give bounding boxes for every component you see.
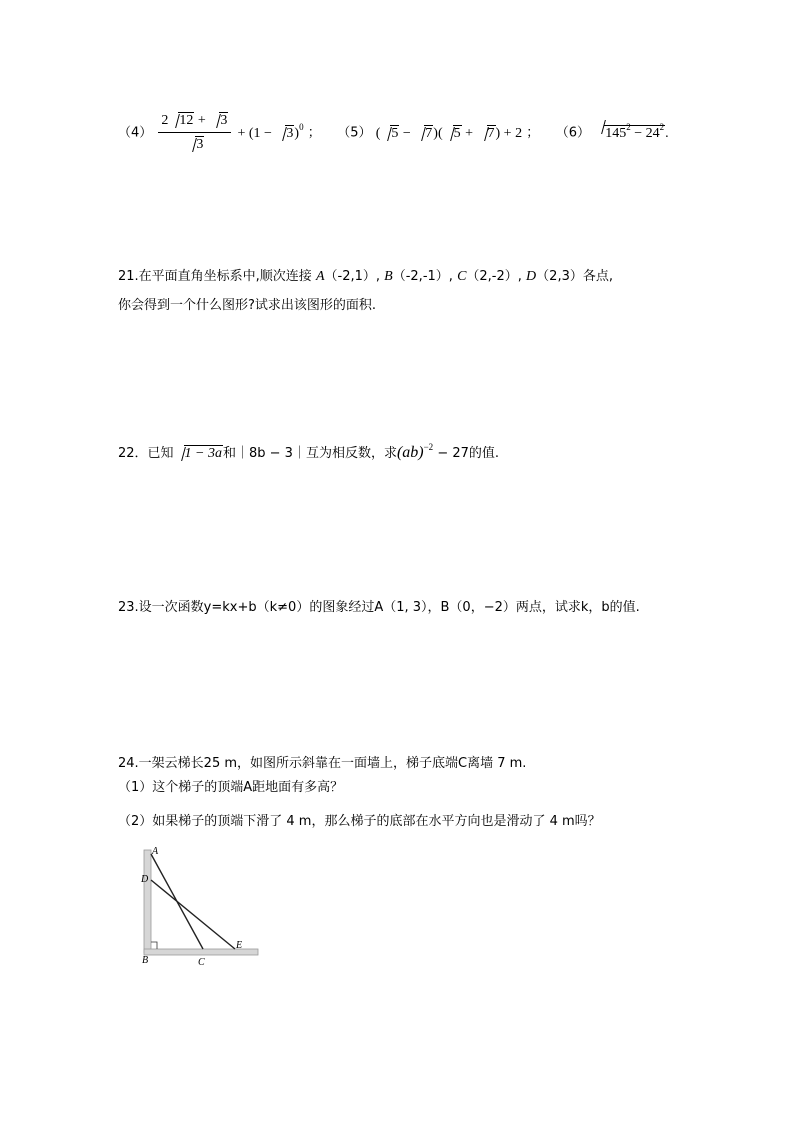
sqrt-3-den: 3 [186, 136, 204, 154]
q20-part4-tail: + $(1 - 3)^0$ [237, 121, 304, 141]
label-D: D [141, 874, 149, 885]
label-A: A [152, 846, 159, 857]
q21-line1: 21.在平面直角坐标系中,顺次连接 A（-2,1）, B（-2,-1）, C（2,-2）, D（2,3）各点, [118, 269, 613, 284]
point-D-label: D [526, 269, 537, 284]
q20-part4-fraction [158, 112, 231, 154]
q24-line2: （1）这个梯子的顶端A距地面有多高？ [118, 780, 344, 795]
point-A-label: A [315, 269, 325, 284]
q24-line3: （2）如果梯子的顶端下滑了 4 m，那么梯子的底部在水平方向也是滑动了 4 m吗？ [118, 814, 601, 829]
sqrt-3-tail: 3 [276, 125, 294, 143]
q20-part4-label: （4） [118, 125, 153, 141]
wall [144, 850, 151, 953]
q20-part5-label: （5） [337, 125, 372, 141]
q20-parts-row: （4） $\frac{2 12 + 3}{3}$ + $(1 - 3)^0$ ； （5） ( 5 − 7)( 5 + 7) + 2 ； （6） $145^2 - 24^2$. [118, 113, 669, 152]
ladder-figure [138, 842, 263, 967]
q20-part6-label: （6） [555, 125, 591, 141]
sqrt-1-minus-3a: 1 − 3a [175, 445, 223, 463]
sqrt-12: 12 [169, 112, 194, 130]
q23-line: 23.设一次函数y=kx+b（k≠0）的图象经过A（1, 3），B（0，−2）两点，试求k，b的值. [118, 600, 640, 615]
q20-part6-expression: $145^2 - 24^2$. [594, 126, 668, 141]
right-angle-mark [151, 942, 157, 949]
q24-line1: 24.一架云梯长25 m，如图所示斜靠在一面墙上，梯子底端C离墙 7 m. [118, 756, 527, 771]
q20-part5-expression: ( 5 − 7)( 5 + 7) + 2 [375, 125, 523, 141]
fraction-denominator [158, 133, 231, 154]
ladder-DE [151, 880, 235, 949]
q22-line: 22．已知 1 − 3a和｜8b − 3｜互为相反数，求(ab)$^{-2}$ − 27的值. [118, 442, 500, 461]
label-B: B [142, 955, 149, 966]
label-C: C [198, 957, 205, 967]
sqrt-3: 3 [210, 112, 228, 130]
label-E: E [236, 940, 243, 951]
q21-line2: 你会得到一个什么图形?试求出该图形的面积. [118, 298, 377, 313]
point-B-label: B [384, 269, 393, 284]
fraction-numerator: 2 12 + 3 [158, 112, 231, 133]
point-C-label: C [457, 269, 467, 284]
